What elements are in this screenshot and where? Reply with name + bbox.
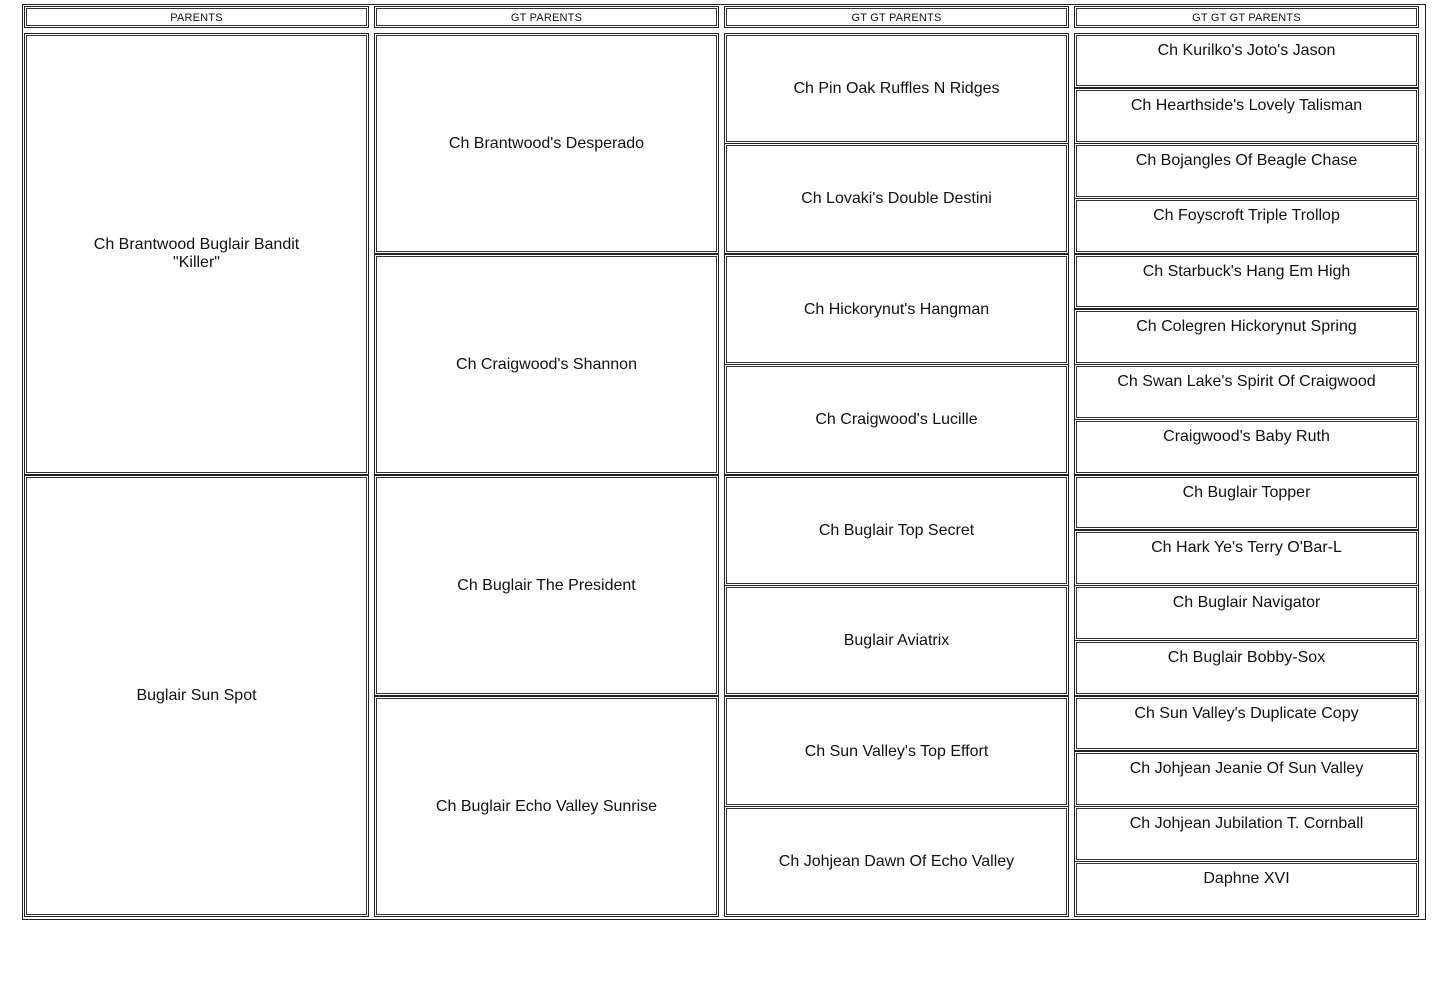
gt-gt-gt-parents-header: GT GT GT PARENTS (1074, 6, 1419, 28)
gt-gt-gt-parent-name: Ch Buglair Navigator (1172, 594, 1321, 611)
gt-gt-gt-parent-cell (1074, 585, 1419, 641)
gt-gt-gt-parent-name: Ch Kurilko's Joto's Jason (1157, 42, 1336, 59)
gt-gt-parent-name: Ch Buglair Top Secret (818, 521, 975, 539)
gt-gt-parent-cell (724, 143, 1069, 254)
dam-cell (24, 475, 369, 917)
gt-gt-gt-parent-cell (1074, 254, 1419, 309)
gt-gt-gt-parent-name: Ch Colegren Hickorynut Spring (1136, 318, 1357, 335)
gt-parent-cell (374, 696, 719, 917)
gt-parent-name: Ch Buglair The President (457, 576, 636, 594)
gt-gt-gt-parent-cell (1074, 88, 1419, 144)
gt-parent-cell (374, 475, 719, 696)
gt-gt-gt-parent-name: Craigwood's Baby Ruth (1163, 428, 1330, 445)
gt-gt-parent-cell (724, 33, 1069, 144)
gt-gt-gt-parent-name: Ch Sun Valley's Duplicate Copy (1134, 705, 1359, 722)
gt-gt-gt-parent-name: Ch Johjean Jeanie Of Sun Valley (1129, 760, 1364, 777)
sire-name: Ch Brantwood Buglair Bandit (93, 236, 300, 253)
gt-gt-gt-parent-cell (1074, 861, 1419, 917)
dam-name: Buglair Sun Spot (136, 687, 257, 704)
sire-cell (24, 33, 369, 475)
gt-gt-parent-cell (724, 696, 1069, 807)
gt-gt-parent-name: Buglair Aviatrix (843, 631, 950, 649)
gt-gt-gt-parent-name: Ch Buglair Topper (1182, 484, 1311, 501)
gt-gt-gt-parent-cell (1074, 33, 1419, 88)
gt-gt-gt-parent-cell (1074, 364, 1419, 420)
gt-gt-parent-name: Ch Johjean Dawn Of Echo Valley (778, 852, 1015, 870)
gt-gt-gt-parent-cell (1074, 419, 1419, 475)
gt-gt-parent-name: Ch Pin Oak Ruffles N Ridges (793, 79, 1000, 97)
gt-gt-parents-header: GT GT PARENTS (724, 6, 1069, 28)
gt-gt-parent-cell (724, 806, 1069, 917)
gt-gt-gt-parent-name: Ch Buglair Bobby-Sox (1167, 649, 1326, 666)
gt-gt-gt-parent-name: Ch Swan Lake's Spirit Of Craigwood (1117, 373, 1376, 390)
gt-gt-gt-parent-cell (1074, 143, 1419, 199)
gt-gt-gt-parent-name: Ch Hark Ye's Terry O'Bar-L (1151, 539, 1342, 556)
gt-gt-parent-cell (724, 364, 1069, 475)
gt-gt-gt-parent-cell (1074, 806, 1419, 862)
sire-nickname: "Killer" (173, 254, 220, 271)
gt-gt-parent-name: Ch Lovaki's Double Destini (801, 189, 992, 207)
gt-gt-parent-cell (724, 585, 1069, 696)
gt-gt-gt-parent-cell (1074, 198, 1419, 254)
gt-gt-gt-parent-name: Daphne XVI (1203, 870, 1290, 887)
gt-gt-gt-parent-name: Ch Hearthside's Lovely Talisman (1130, 97, 1363, 114)
gt-gt-gt-parent-cell (1074, 530, 1419, 586)
gt-gt-parent-name: Ch Hickorynut's Hangman (803, 300, 990, 318)
gt-gt-gt-parent-cell (1074, 640, 1419, 696)
gt-parent-name: Ch Craigwood's Shannon (456, 355, 637, 373)
gt-parent-name: Ch Brantwood's Desperado (448, 134, 645, 152)
gt-gt-gt-parent-name: Ch Johjean Jubilation T. Cornball (1129, 815, 1364, 832)
gt-gt-gt-parent-name: Ch Starbuck's Hang Em High (1142, 263, 1351, 280)
gt-parents-header: GT PARENTS (374, 6, 719, 28)
gt-gt-parent-cell (724, 475, 1069, 586)
gt-gt-gt-parent-cell (1074, 475, 1419, 530)
parents-header: PARENTS (24, 6, 369, 28)
gt-gt-parent-name: Ch Craigwood's Lucille (815, 410, 978, 428)
gt-gt-parent-cell (724, 254, 1069, 365)
gt-gt-gt-parent-name: Ch Foyscroft Triple Trollop (1153, 207, 1340, 224)
gt-gt-gt-parent-cell (1074, 309, 1419, 365)
gt-gt-parent-name: Ch Sun Valley's Top Effort (804, 742, 989, 760)
gt-parent-cell (374, 33, 719, 254)
pedigree-chart (22, 4, 1426, 920)
gt-gt-gt-parent-cell (1074, 751, 1419, 807)
gt-gt-gt-parent-name: Ch Bojangles Of Beagle Chase (1135, 152, 1358, 169)
gt-gt-gt-parent-cell (1074, 696, 1419, 751)
gt-parent-name: Ch Buglair Echo Valley Sunrise (435, 797, 658, 815)
gt-parent-cell (374, 254, 719, 475)
